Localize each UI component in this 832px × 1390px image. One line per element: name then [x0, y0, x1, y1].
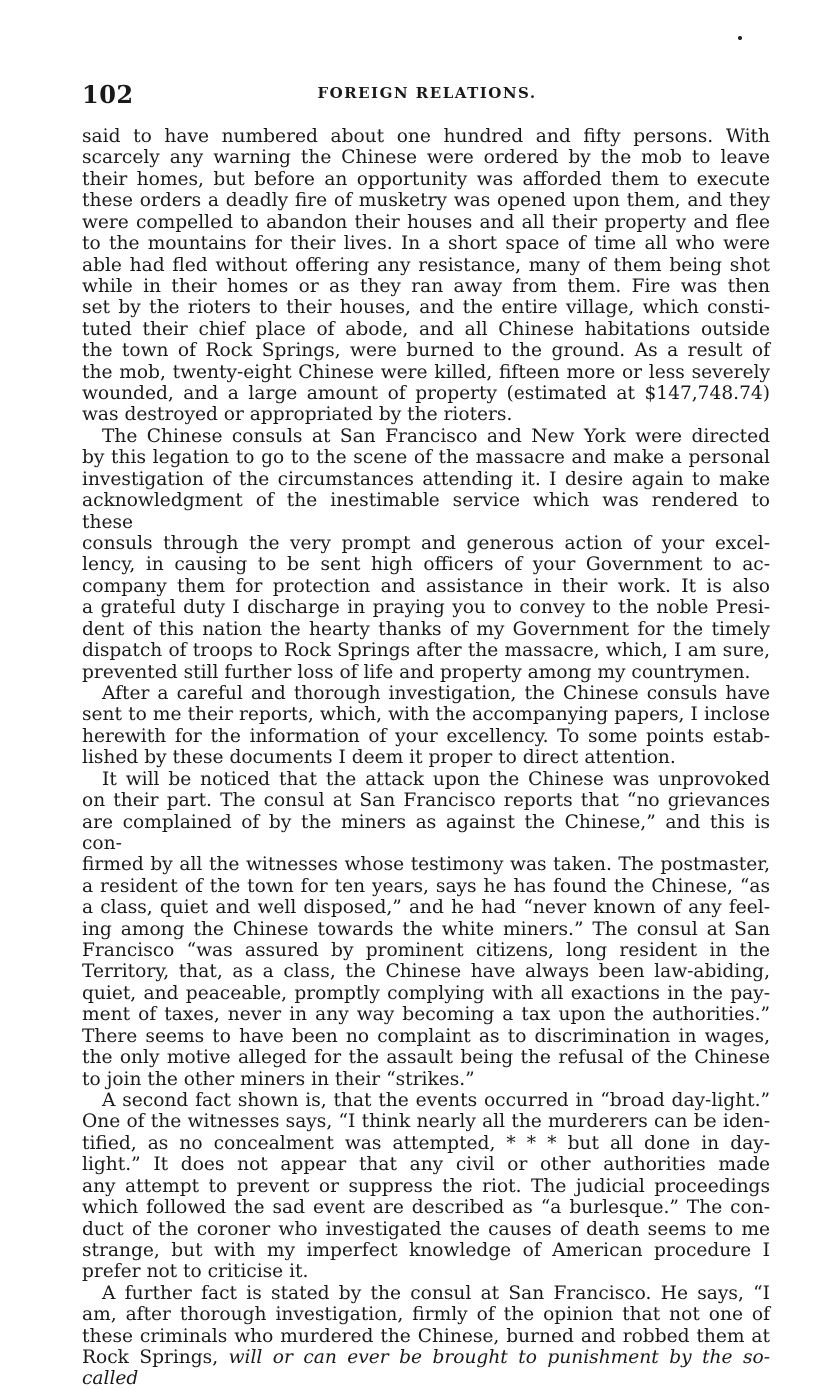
- text-line: prevented still further loss of life and property among my countrymen.: [82, 661, 751, 683]
- text-line: Territory, that, as a class, the Chinese have always been law-abiding,: [82, 961, 770, 983]
- text-line: the town of Rock Springs, were burned to the ground. As a result of: [82, 340, 770, 362]
- paragraph: [82, 126, 770, 426]
- text-line: said to have numbered about one hundred and fifty persons. With: [82, 126, 770, 147]
- text-line: a grateful duty I discharge in praying you to convey to the noble Presi-: [82, 597, 770, 619]
- scan-speck: [738, 36, 742, 40]
- text-line: herewith for the information of your excellency. To some points estab-: [82, 725, 770, 747]
- text-line: consuls through the very prompt and generous action of your excel-: [82, 533, 770, 555]
- text-line: their homes, but before an opportunity was afforded them to execute: [82, 168, 770, 190]
- text-line: sent to me their reports, which, with the accompanying papers, I inclose: [82, 704, 770, 726]
- text-line: while in their homes or as they ran away from them. Fire was then: [82, 275, 770, 297]
- text-line: After a careful and thorough investigation, the Chinese consuls have: [102, 682, 770, 704]
- text-line: light.” It does not appear that any civil or other authorities made: [82, 1154, 770, 1176]
- text-line: to join the other miners in their “strikes.”: [82, 1068, 475, 1090]
- text-line: tuted their chief place of abode, and all Chinese habitations outside: [82, 318, 770, 340]
- text-line: company them for protection and assistance in their work. It is also: [82, 575, 770, 597]
- text-line: dispatch of troops to Rock Springs after the massacre, which, I am sure,: [82, 640, 770, 662]
- body-text: [82, 126, 770, 1390]
- page-number: 102: [82, 80, 134, 109]
- text-line: One of the witnesses says, “I think nearly all the murderers can be iden-: [82, 1111, 770, 1133]
- text-line: any attempt to prevent or suppress the riot. The judicial proceedings: [82, 1175, 770, 1197]
- text-line: these criminals who murdered the Chinese, burned and robbed them at: [82, 1325, 770, 1347]
- text-line: a resident of the town for ten years, says he has found the Chinese, “as: [82, 875, 770, 897]
- text-line: these orders a deadly fire of musketry was opened upon them, and they: [82, 190, 770, 212]
- text-line: ing among the Chinese towards the white miners.” The consul at San: [82, 918, 770, 940]
- text-line: A second fact shown is, that the events occurred in “broad day-light.”: [102, 1089, 770, 1111]
- text-line: The Chinese consuls at San Francisco and New York were directed: [102, 425, 770, 447]
- text-line: investigation of the circumstances attending it. I desire again to make: [82, 468, 770, 490]
- text-line: were compelled to abandon their houses and all their property and flee: [82, 211, 770, 233]
- text-line: dent of this nation the hearty thanks of my Government for the timely: [82, 618, 770, 640]
- text-line: on their part. The consul at San Francisco reports that “no grievances: [82, 790, 770, 812]
- text-line: There seems to have been no complaint as to discrimination in wages,: [82, 1025, 770, 1047]
- text-line: ment of taxes, never in any way becoming a tax upon the authorities.”: [82, 1004, 770, 1026]
- paragraph: [82, 1283, 770, 1390]
- text-line: strange, but with my imperfect knowledge of American procedure I: [82, 1239, 770, 1261]
- text-line: lency, in causing to be sent high officers of your Government to ac-: [82, 554, 770, 576]
- paragraph: [82, 769, 770, 1090]
- text-line: firmed by all the witnesses whose testimony was taken. The postmaster,: [82, 854, 770, 876]
- text-line: tified, as no concealment was attempted, * * * but all done in day-: [82, 1132, 770, 1154]
- text-line: to the mountains for their lives. In a short space of time all who were: [82, 233, 770, 255]
- page-header: [82, 80, 772, 110]
- text-line: am, after thorough investigation, firmly of the opinion that not one of: [82, 1304, 770, 1326]
- text-line: a class, quiet and well disposed,” and he had “never known of any feel-: [82, 897, 770, 919]
- text-line: acknowledgment of the inestimable service which was rendered to these: [82, 490, 770, 533]
- text-line: set by the rioters to their houses, and the entire village, which consti-: [82, 297, 770, 319]
- text-line: It will be noticed that the attack upon the Chinese was unprovoked: [102, 768, 770, 790]
- text-line: the only motive alleged for the assault being the refusal of the Chinese: [82, 1047, 770, 1069]
- text-line: A further fact is stated by the consul at San Francisco. He says, “I: [102, 1282, 770, 1304]
- text-line: was destroyed or appropriated by the rioters.: [82, 404, 513, 426]
- text-line: Francisco “was assured by prominent citizens, long resident in the: [82, 940, 770, 962]
- running-title: FOREIGN RELATIONS.: [317, 84, 537, 102]
- text-line: the mob, twenty-eight Chinese were killed, fifteen more or less severely: [82, 361, 770, 383]
- paragraph: [82, 1090, 770, 1283]
- text-italic: will or can ever be brought to punishment by the so-called: [82, 1347, 770, 1390]
- text-line: quiet, and peaceable, promptly complying with all exactions in the pay-: [82, 982, 770, 1004]
- text-line: wounded, and a large amount of property (estimated at $147,748.74): [82, 383, 770, 405]
- text-line: prefer not to criticise it.: [82, 1261, 309, 1283]
- text-line: scarcely any warning the Chinese were ordered by the mob to leave: [82, 147, 770, 169]
- text-line: duct of the coroner who investigated the causes of death seems to me: [82, 1218, 770, 1240]
- text-line: are complained of by the miners as against the Chinese,” and this is con-: [82, 811, 770, 854]
- text-line: lished by these documents I deem it proper to direct attention.: [82, 747, 676, 769]
- paragraph: [82, 426, 770, 683]
- text-line: [82, 1347, 770, 1390]
- text-roman: Rock Springs,: [82, 1347, 229, 1369]
- text-line: which followed the sad event are described as “a burlesque.” The con-: [82, 1197, 770, 1219]
- paragraph: [82, 683, 770, 769]
- text-line: by this legation to go to the scene of the massacre and make a personal: [82, 447, 770, 469]
- text-line: able had fled without offering any resistance, many of them being shot: [82, 254, 770, 276]
